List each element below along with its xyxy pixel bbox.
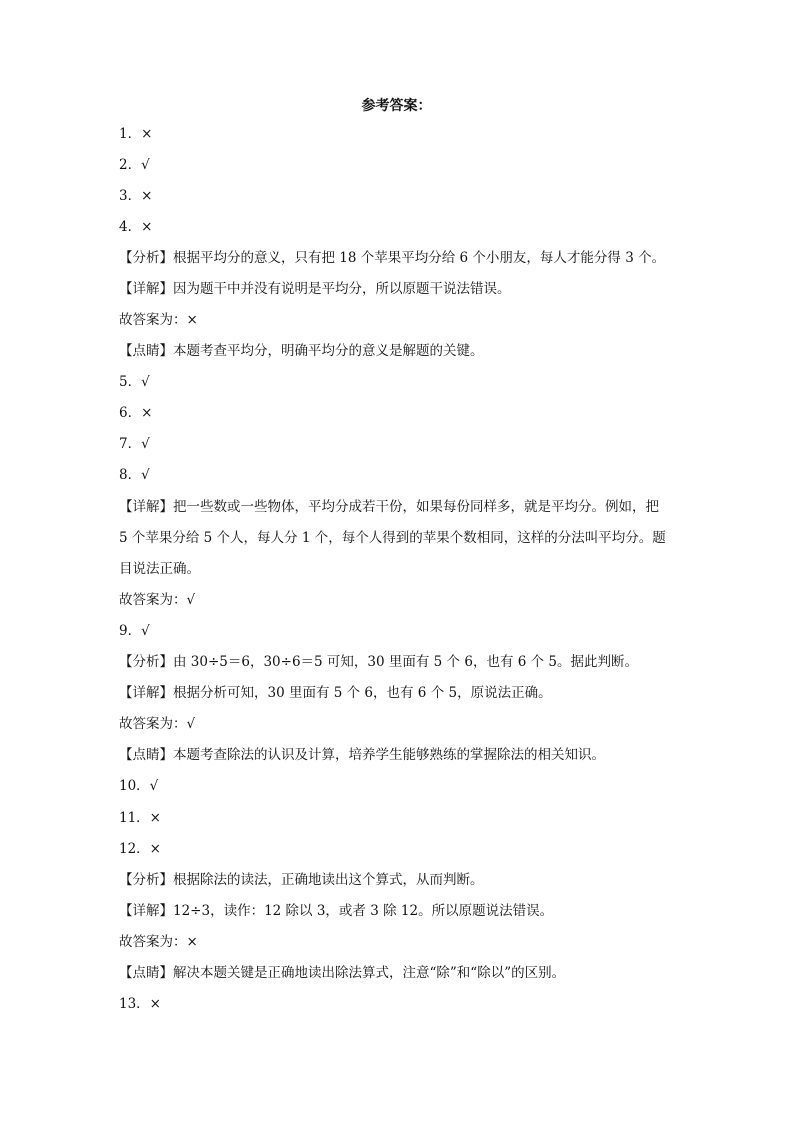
answer-statement: 故答案为：×	[119, 312, 198, 328]
explanation-line: 【详解】12÷3，读作：12 除以 3，或者 3 除 12。所以原题说法错误。	[119, 903, 554, 919]
answer-line: 6．×	[119, 405, 153, 421]
answer-line: 12．×	[119, 841, 161, 857]
analysis-line: 【分析】根据除法的读法，正确地读出这个算式，从而判断。	[119, 872, 484, 888]
analysis-line: 【分析】由 30÷5＝6，30÷6＝5 可知，30 里面有 5 个 6，也有 6 个 5。据此判断。	[119, 654, 638, 670]
page-title: 参考答案：	[361, 98, 432, 114]
answer-statement: 故答案为：√	[119, 716, 196, 732]
answer-line: 7．√	[119, 436, 150, 452]
answer-line: 3．×	[119, 188, 153, 204]
answer-line: 1．×	[119, 126, 153, 142]
explanation-line-cont: 5 个苹果分给 5 个人，每人分 1 个，每个人得到的苹果个数相同，这样的分法叫平均分。题	[119, 530, 666, 546]
explanation-line: 【详解】因为题干中并没有说明是平均分，所以原题干说法错误。	[119, 281, 511, 297]
answer-line: 11．×	[119, 810, 161, 826]
analysis-line: 【分析】根据平均分的意义，只有把 18 个苹果平均分给 6 个小朋友，每人才能分得 3 个。	[119, 250, 666, 266]
explanation-line: 【详解】把一些数或一些物体，平均分成若干份，如果每份同样多，就是平均分。例如，把	[119, 499, 659, 515]
answer-line: 10．√	[119, 778, 159, 794]
answer-line: 4．×	[119, 219, 153, 235]
explanation-line-cont: 目说法正确。	[119, 561, 200, 577]
answer-line: 9．√	[119, 623, 150, 639]
answer-line: 2．√	[119, 157, 150, 173]
answer-statement: 故答案为：√	[119, 592, 196, 608]
comment-line: 【点睛】本题考查平均分，明确平均分的意义是解题的关键。	[119, 343, 484, 359]
comment-line: 【点睛】本题考查除法的认识及计算，培养学生能够熟练的掌握除法的相关知识。	[119, 747, 605, 763]
comment-line: 【点睛】解决本题关键是正确地读出除法算式，注意“除”和“除以”的区别。	[119, 965, 566, 981]
answer-statement: 故答案为：×	[119, 934, 198, 950]
answer-line: 13．×	[119, 996, 161, 1012]
answer-line: 5．√	[119, 374, 150, 390]
explanation-line: 【详解】根据分析可知，30 里面有 5 个 6，也有 6 个 5，原说法正确。	[119, 685, 552, 701]
answer-line: 8．√	[119, 467, 150, 483]
